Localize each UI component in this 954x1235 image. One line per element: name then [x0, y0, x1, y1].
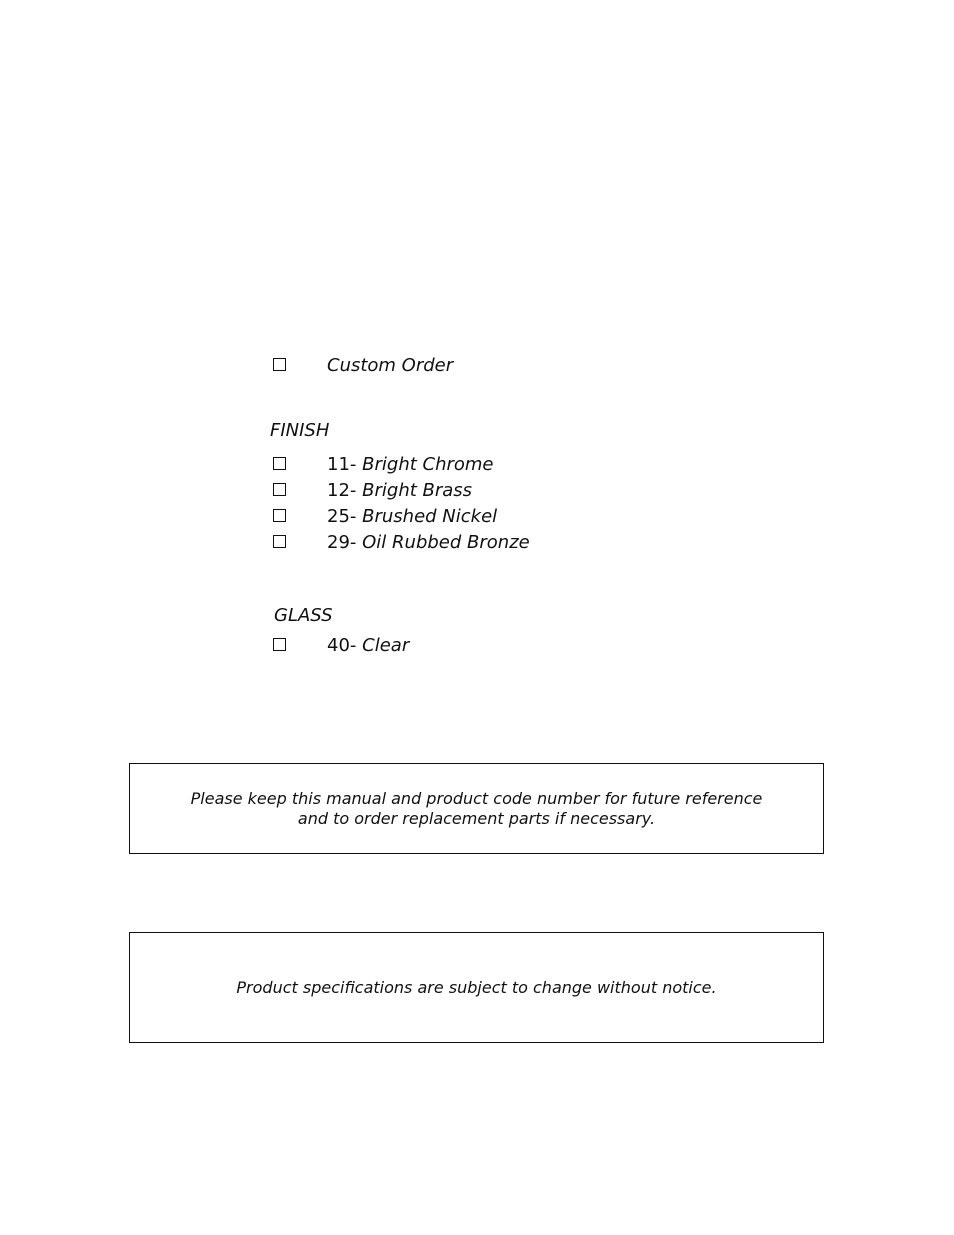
keep-manual-notice — [129, 763, 824, 854]
option-label: 40- Clear — [327, 635, 410, 656]
specifications-notice — [129, 932, 824, 1043]
glass-heading: GLASS — [274, 605, 333, 626]
finish-checkbox[interactable] — [273, 483, 286, 496]
option-label: 29- Oil Rubbed Bronze — [327, 532, 530, 553]
option-label: Custom Order — [327, 355, 454, 376]
notice-line-2: and to order replacement parts if necessary. — [297, 808, 656, 828]
custom-order-checkbox[interactable] — [273, 358, 286, 371]
option-label: 11- Bright Chrome — [327, 454, 494, 475]
notice-line-1: Please keep this manual and product code number for future reference — [190, 788, 763, 808]
notice-text — [191, 789, 763, 829]
finish-checkbox[interactable] — [273, 535, 286, 548]
option-label: 25- Brushed Nickel — [327, 506, 498, 527]
option-label: 12- Bright Brass — [327, 480, 473, 501]
finish-checkbox[interactable] — [273, 457, 286, 470]
notice-text: Product specifications are subject to change without notice. — [236, 977, 717, 997]
glass-checkbox[interactable] — [273, 638, 286, 651]
finish-checkbox[interactable] — [273, 509, 286, 522]
finish-heading: FINISH — [270, 420, 330, 441]
